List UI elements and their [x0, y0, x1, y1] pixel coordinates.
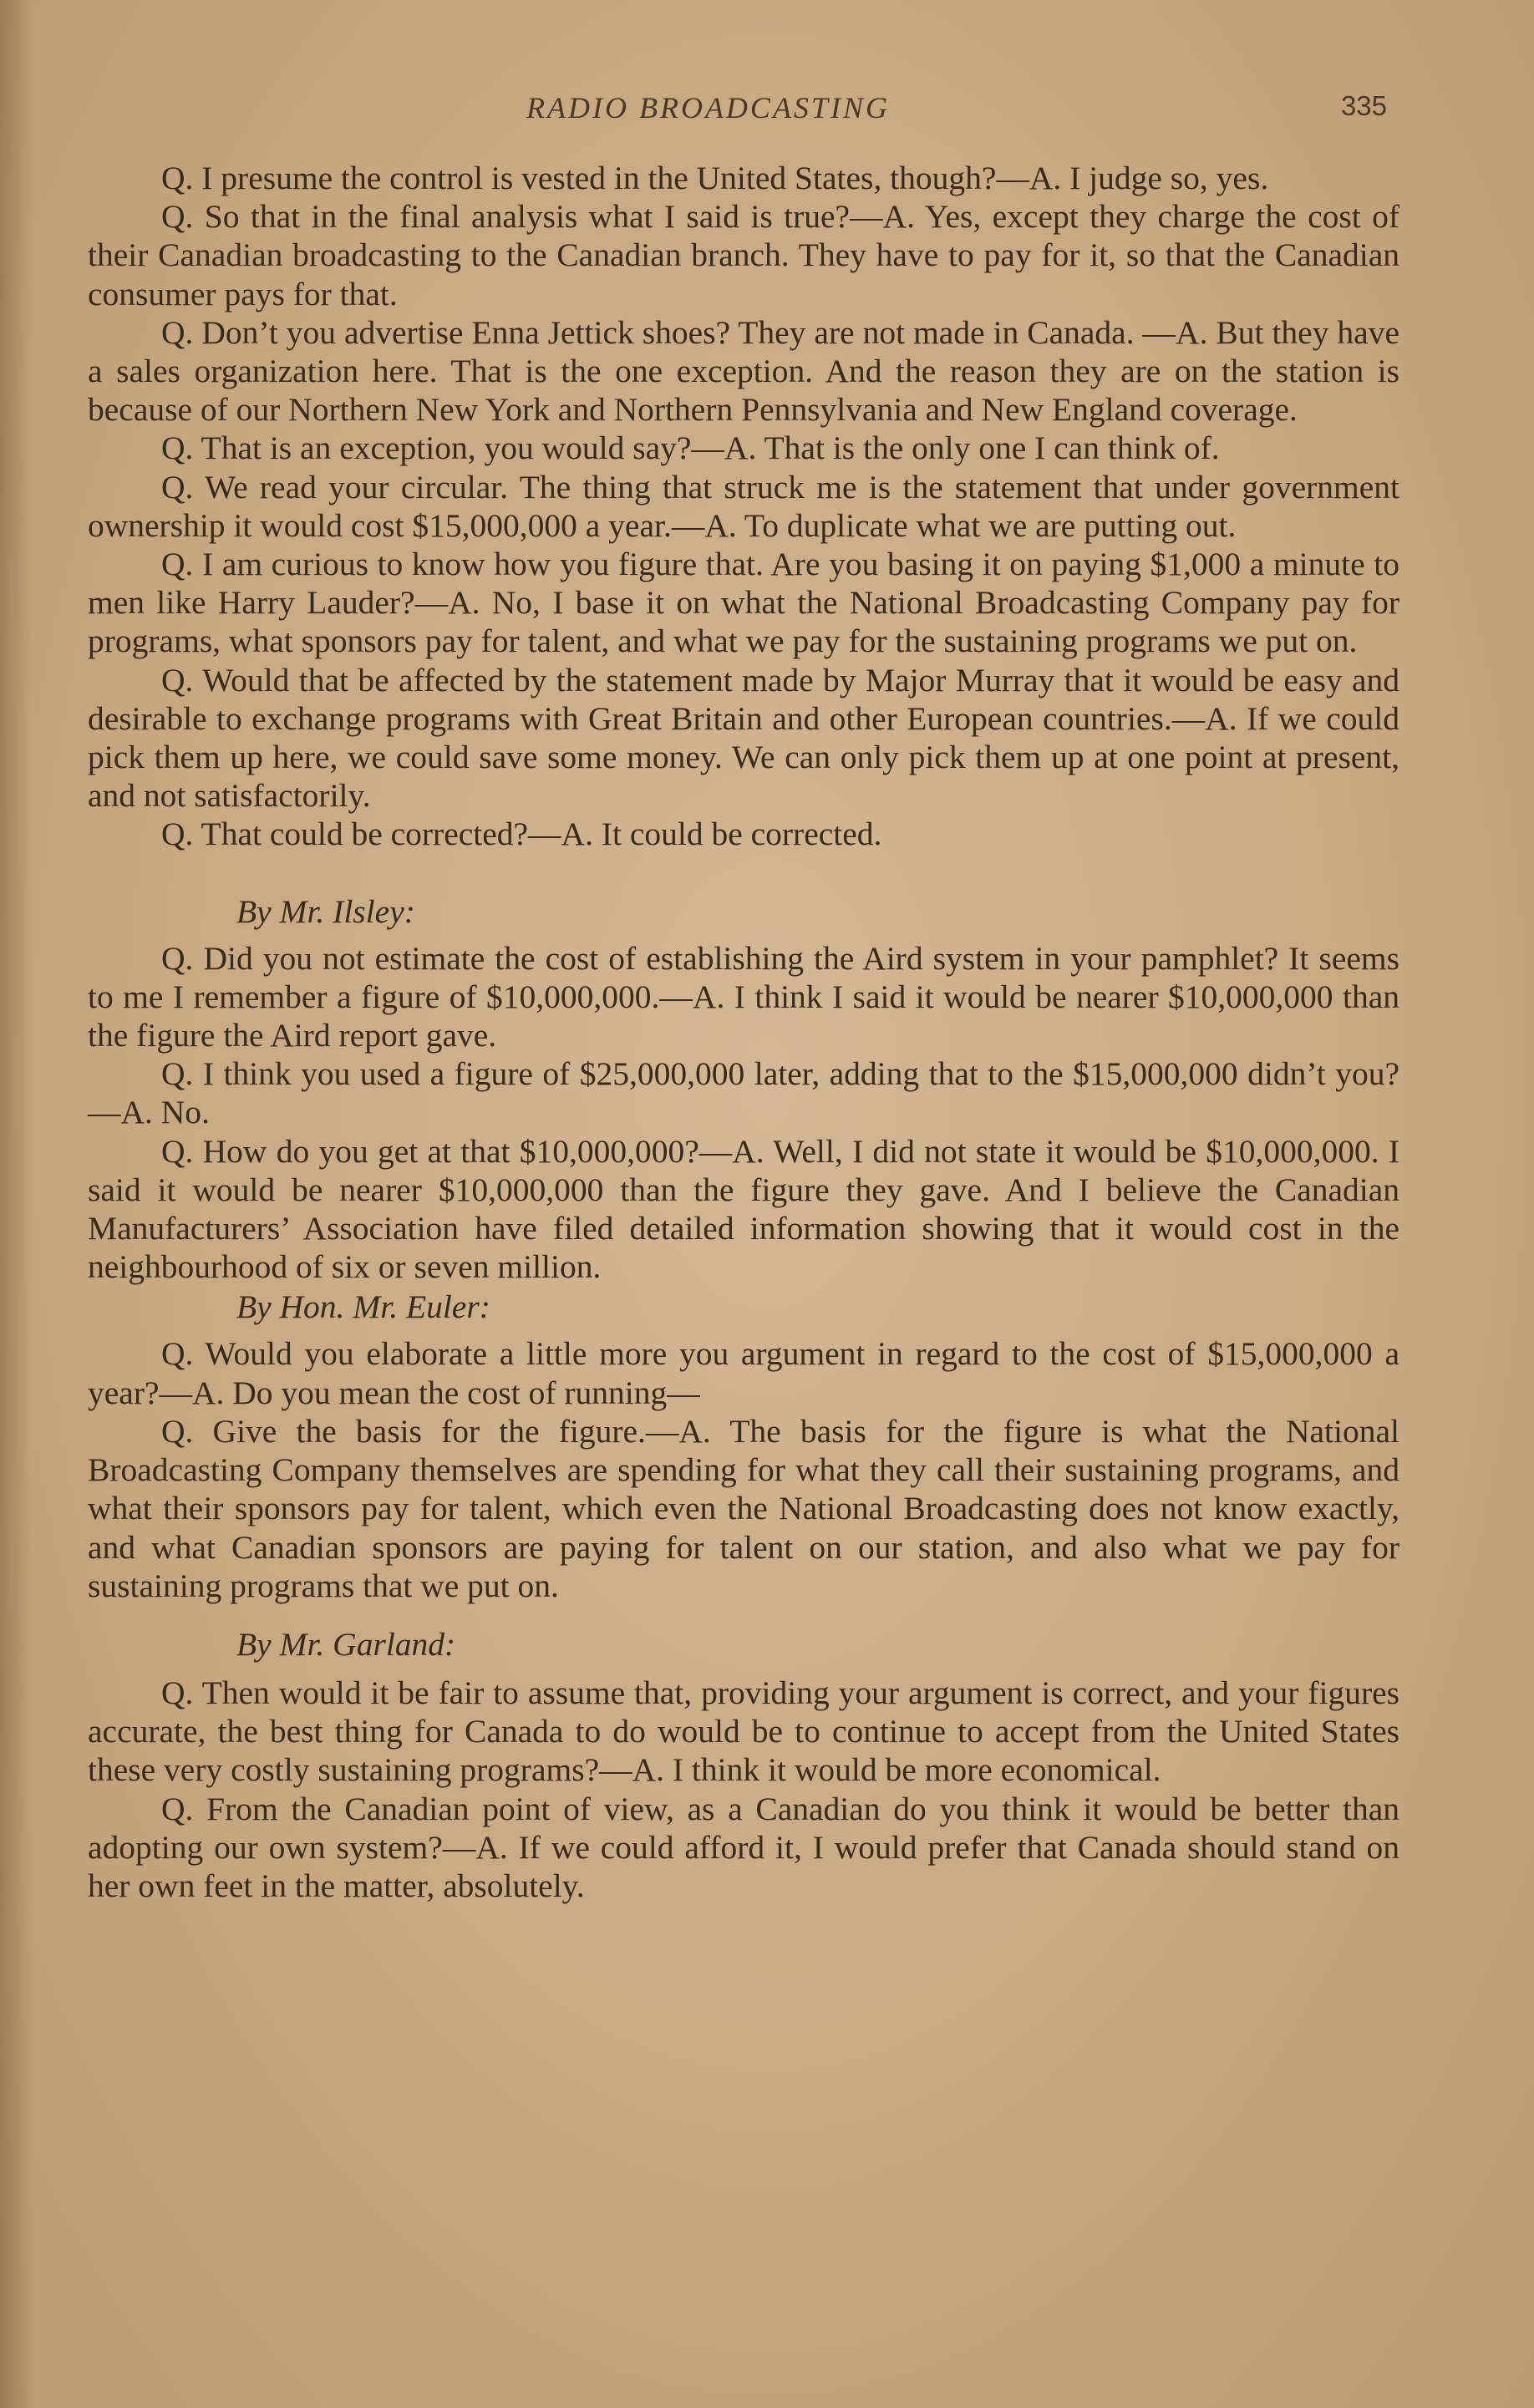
- speaker-heading: By Mr. Ilsley:: [236, 892, 415, 930]
- paragraph: Q. Would that be affected by the statement made by Major Murray that it would be easy and desirable to exchange programs with Great Britain and other European countries.—A. If we could pick them up here, we could save some money. We can only pick them up at one point at present, and not satisfactorily.: [88, 661, 1399, 815]
- paragraph: Q. That could be corrected?—A. It could be corrected.: [161, 815, 882, 853]
- paragraph: Q. From the Canadian point of view, as a Canadian do you think it would be better than adopting our own system?—A. If we could afford it, I would prefer that Canada should stand on her own feet in the matter, absolutely.: [88, 1790, 1399, 1904]
- paragraph: Q. Give the basis for the figure.—A. The basis for the figure is what the National Broadcasting Company themselves are spending for what they call their sustaining programs, and what their sponsors pay for talent, which even the National Broadcasting does not know exactly, and what Canadian sponsors are paying for talent on our station, and also what we pay for sustaining programs that we put on.: [88, 1412, 1399, 1604]
- paragraph: Q. Did you not estimate the cost of establishing the Aird system in your pamphlet? It seems to me I remember a figure of $10,000,000.—A. I think I said it would be nearer $10,000,000 than the figure the Aird report gave.: [88, 939, 1399, 1054]
- paragraph: Q. How do you get at that $10,000,000?—A. Well, I did not state it would be $10,000,000. I said it would be nearer $10,000,000 than the figure they gave. And I believe the Canadian Manufacturers’ Association have filed detailed information showing that it would cost in the neighbourhood of six or seven million.: [88, 1132, 1399, 1286]
- speaker-heading: By Hon. Mr. Euler:: [236, 1288, 490, 1326]
- paragraph: Q. That is an exception, you would say?—A. That is the only one I can think of.: [161, 429, 1220, 467]
- running-title: RADIO BROADCASTING: [526, 91, 890, 124]
- paragraph: Q. Would you elaborate a little more you argument in regard to the cost of $15,000,000 a year?—A. Do you mean the cost of running—: [88, 1335, 1399, 1411]
- page-number: 335: [1340, 90, 1387, 121]
- paragraph: Q. We read your circular. The thing that struck me is the statement that under government ownership it would cost $15,000,000 a year.—A. To duplicate what we are putting out.: [88, 468, 1399, 544]
- paragraph: Q. Don’t you advertise Enna Jettick shoes? They are not made in Canada. —A. But they have a sales organization here. That is the one exception. And the reason they are on the station is because of our Northern New York and Northern Pennsylvania and New England coverage.: [88, 313, 1399, 429]
- paragraph: Q. Then would it be fair to assume that, providing your argument is correct, and your figures accurate, the best thing for Canada to do would be to continue to accept from the United States these very costly sustaining programs?—A. I think it would be more economical.: [88, 1674, 1399, 1789]
- paragraph: Q. So that in the final analysis what I said is true?—A. Yes, except they charge the cost of their Canadian broadcasting to the Canadian branch. They have to pay for it, so that the Canadian consumer pays for that.: [88, 198, 1399, 312]
- body-text: [88, 159, 1399, 1905]
- paragraph: Q. I am curious to know how you figure that. Are you basing it on paying $1,000 a minute to men like Harry Lauder?—A. No, I base it on what the National Broadcasting Company pay for programs, what sponsors pay for talent, and what we pay for the sustaining programs we put on.: [88, 546, 1399, 660]
- paragraph: Q. I presume the control is vested in the United States, though?—A. I judge so, yes.: [161, 160, 1269, 196]
- speaker-heading: By Mr. Garland:: [236, 1625, 456, 1663]
- paragraph: Q. I think you used a figure of $25,000,000 later, adding that to the $15,000,000 didn’t you?—A. No.: [88, 1055, 1399, 1131]
- page-header: [84, 90, 1387, 132]
